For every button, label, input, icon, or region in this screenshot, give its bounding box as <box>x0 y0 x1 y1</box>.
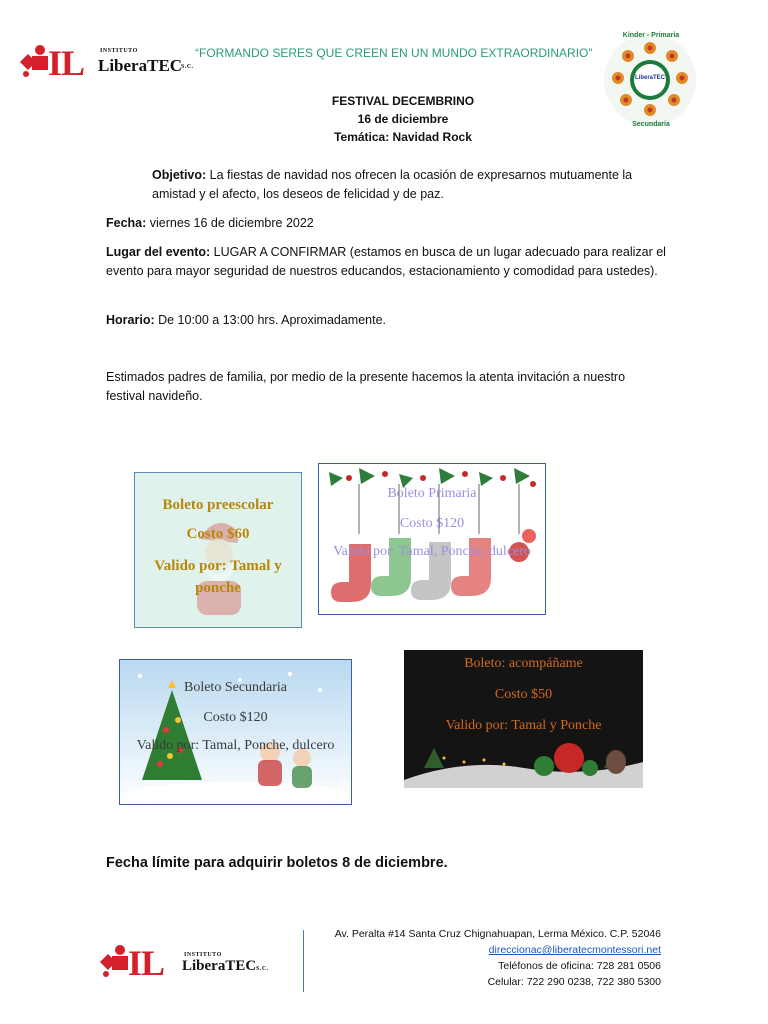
ticket-preescolar-title: Boleto preescolar <box>162 497 274 513</box>
motto: “FORMANDO SERES QUE CREEN EN UN MUNDO EXTRAORDINARIO” <box>195 46 593 60</box>
horario-text: De 10:00 a 13:00 hrs. Aproximadamente. <box>154 313 387 327</box>
horario-label: Horario: <box>106 313 155 327</box>
lugar-text: LUGAR A CONFIRMAR (estamos en busca de un lugar adecuado para realizar el evento para mayor seguridad de nuestros educandos, estacionamiento y comodidad para ustedes). <box>106 245 666 278</box>
lugar-paragraph <box>106 243 666 281</box>
footer-email-link[interactable]: direccionac@liberatecmontessori.net <box>488 944 661 956</box>
footer-divider <box>303 930 304 992</box>
event-date: 16 de diciembre <box>357 112 449 126</box>
badge-center-text: LiberaTEC <box>634 75 665 81</box>
header-logo <box>18 44 198 84</box>
footer-address: Av. Peralta #14 Santa Cruz Chignahuapan, Lerma México. C.P. 52046 <box>334 928 661 940</box>
footer-cell-phones: Celular: 722 290 0238, 722 380 5300 <box>487 976 661 988</box>
footer-contact <box>312 926 661 990</box>
objetivo-paragraph <box>152 166 652 204</box>
school-badge <box>600 30 700 130</box>
event-title: FESTIVAL DECEMBRINO <box>331 94 475 108</box>
logo-people-icon <box>18 44 48 78</box>
objetivo-label: Objetivo: <box>152 168 207 182</box>
ticket-acompaname <box>404 650 643 788</box>
event-theme: Temática: Navidad Rock <box>334 130 472 144</box>
ticket-preescolar <box>134 472 302 628</box>
badge-top-text: Kinder - Primaria <box>622 32 680 39</box>
fecha-label: Fecha: <box>106 216 147 230</box>
lugar-label: Lugar del evento: <box>106 245 211 259</box>
event-title-block <box>258 92 548 146</box>
ticket-secundaria <box>119 659 352 805</box>
deadline-notice: Fecha límite para adquirir boletos 8 de diciembre. <box>106 855 448 871</box>
ticket-acompaname-cost: Costo $50 <box>494 687 553 702</box>
ticket-preescolar-cost: Costo $60 <box>186 526 250 542</box>
ticket-acompaname-title: Boleto: acompáñame <box>464 656 583 671</box>
ticket-primaria-cost: Costo $120 <box>399 516 465 531</box>
footer-logo-institute-suffix: S.C. <box>256 966 269 972</box>
ticket-preescolar-valid: Valido por: Tamal y ponche <box>154 558 282 596</box>
ticket-secundaria-valid: Valido por: Tamal, Ponche, dulcero <box>136 738 335 753</box>
ticket-primaria <box>318 463 546 615</box>
ticket-secundaria-cost: Costo $120 <box>203 710 268 725</box>
logo-il: IL <box>48 43 85 83</box>
badge-bottom-text: Secundaria <box>632 121 670 128</box>
footer-office-phones: Teléfonos de oficina: 728 281 0506 <box>498 960 661 972</box>
fecha-text: viernes 16 de diciembre 2022 <box>146 216 314 230</box>
ticket-primaria-valid: Valido por: Tamal, Ponche, dulcero <box>333 544 531 559</box>
logo-institute-name: LiberaTEC <box>98 56 183 75</box>
invitacion-text: Estimados padres de familia, por medio de la presente hacemos la atenta invitación a nuestro festival navideño. <box>106 370 626 403</box>
logo-institute-label: INSTITUTO <box>100 48 138 54</box>
ticket-secundaria-title: Boleto Secundaria <box>183 680 288 695</box>
footer-logo-il: IL <box>128 943 165 983</box>
footer-logo <box>98 944 278 984</box>
invitacion-paragraph <box>106 368 646 406</box>
ticket-acompaname-valid: Valido por: Tamal y Ponche <box>445 718 602 733</box>
ticket-primaria-title: Boleto Primaria <box>387 486 477 501</box>
horario-paragraph <box>106 311 666 330</box>
fecha-paragraph <box>106 214 666 233</box>
footer-logo-people-icon <box>98 944 128 978</box>
footer-logo-institute-name: LiberaTEC <box>182 958 257 974</box>
objetivo-text: La fiestas de navidad nos ofrecen la ocasión de expresarnos mutuamente la amistad y el afecto, los deseos de felicidad y de paz. <box>152 168 633 201</box>
logo-institute-suffix: S.C. <box>181 64 194 70</box>
footer-logo-institute-label: INSTITUTO <box>184 952 222 958</box>
